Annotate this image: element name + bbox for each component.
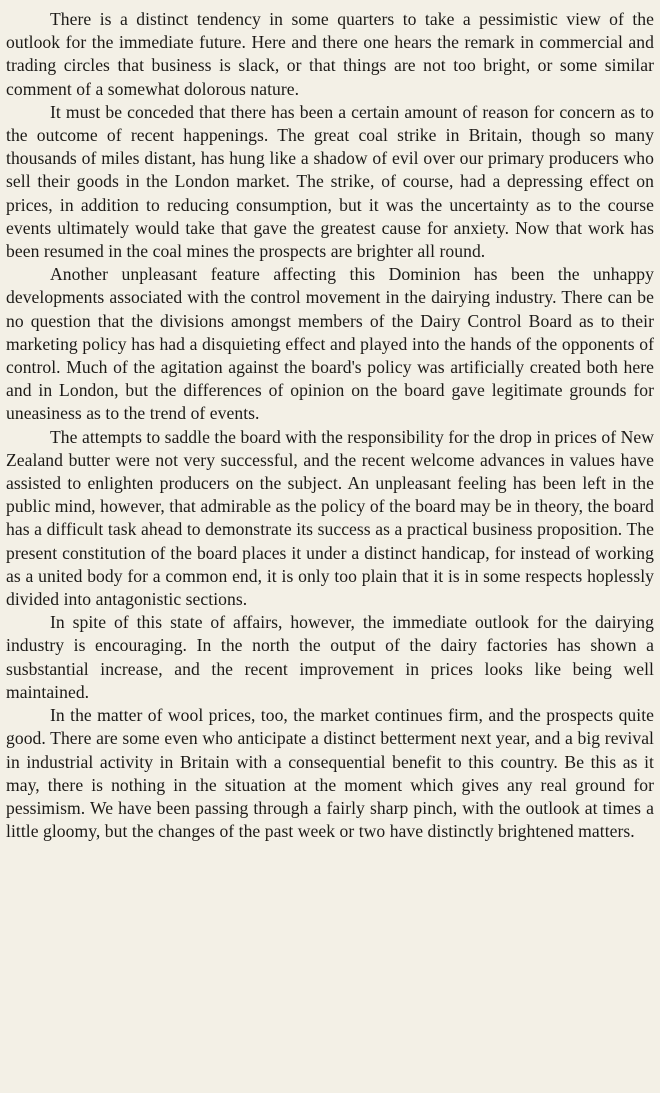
paragraph-coal-strike: It must be conceded that there has been a certain amount of reason for concern as to the outcome of recent happenings. The great coal strike in Britain, though so many thousands of miles distant, has hung like a shadow of evil over our primary producers who sell their goods in the London market. The strike, of course, had a depressing effect on prices, in addition to reducing consumption, but it was the uncertainty as to the course events ultimately would take that gave the greatest cause for anxiety. Now that work has been resumed in the coal mines the prospects are brighter all round. <box>6 101 654 262</box>
paragraph-pessimistic-view: There is a distinct tendency in some quarters to take a pessimistic view of the outlook for the immediate future. Here and there one hears the remark in commercial and trading circles that business is slack, or that things are not too bright, or some similar comment of a somewhat dolorous nature. <box>6 9 654 99</box>
paragraph-butter-prices: The attempts to saddle the board with the responsibility for the drop in prices of New Zealand butter were not very successful, and the recent welcome advances in values have assisted to enlighten producers on the subject. An unpleasant feeling has been left in the public mind, however, that admirable as the policy of the board may be in theory, the board has a difficult task ahead to demonstrate its success as a practical business proposition. The present constitution of the board places it under a distinct handicap, for instead of working as a united body for a common end, it is only too plain that it is in some respects hoplessly divided into antagonistic sections. <box>6 426 654 610</box>
paragraph-dairy-outlook: In spite of this state of affairs, however, the immediate outlook for the dairying industry is encouraging. In the north the output of the dairy factories has shown a susbstantial increase, and the recent improvement in prices looks like being well maintained. <box>6 612 654 702</box>
paragraph-wool-prices: In the matter of wool prices, too, the market continues firm, and the prospects quite good. There are some even who anticipate a distinct betterment next year, and a big revival in industrial activity in Britain with a consequential benefit to this country. Be this as it may, there is nothing in the situation at the moment which gives any real ground for pessimism. We have been passing through a fairly sharp pinch, with the outlook at times a little gloomy, but the changes of the past week or two have distinctly brightened matters. <box>6 705 654 842</box>
paragraph-dairy-control: Another unpleasant feature affecting this Dominion has been the unhappy developments associated with the control movement in the dairying industry. There can be no question that the divisions amongst members of the Dairy Control Board as to their marketing policy has had a disquieting effect and played into the hands of the opponents of control. Much of the agitation against the board's policy was artificially created both here and in London, but the differences of opinion on the board gave legitimate grounds for uneasiness as to the trend of events. <box>6 264 654 424</box>
